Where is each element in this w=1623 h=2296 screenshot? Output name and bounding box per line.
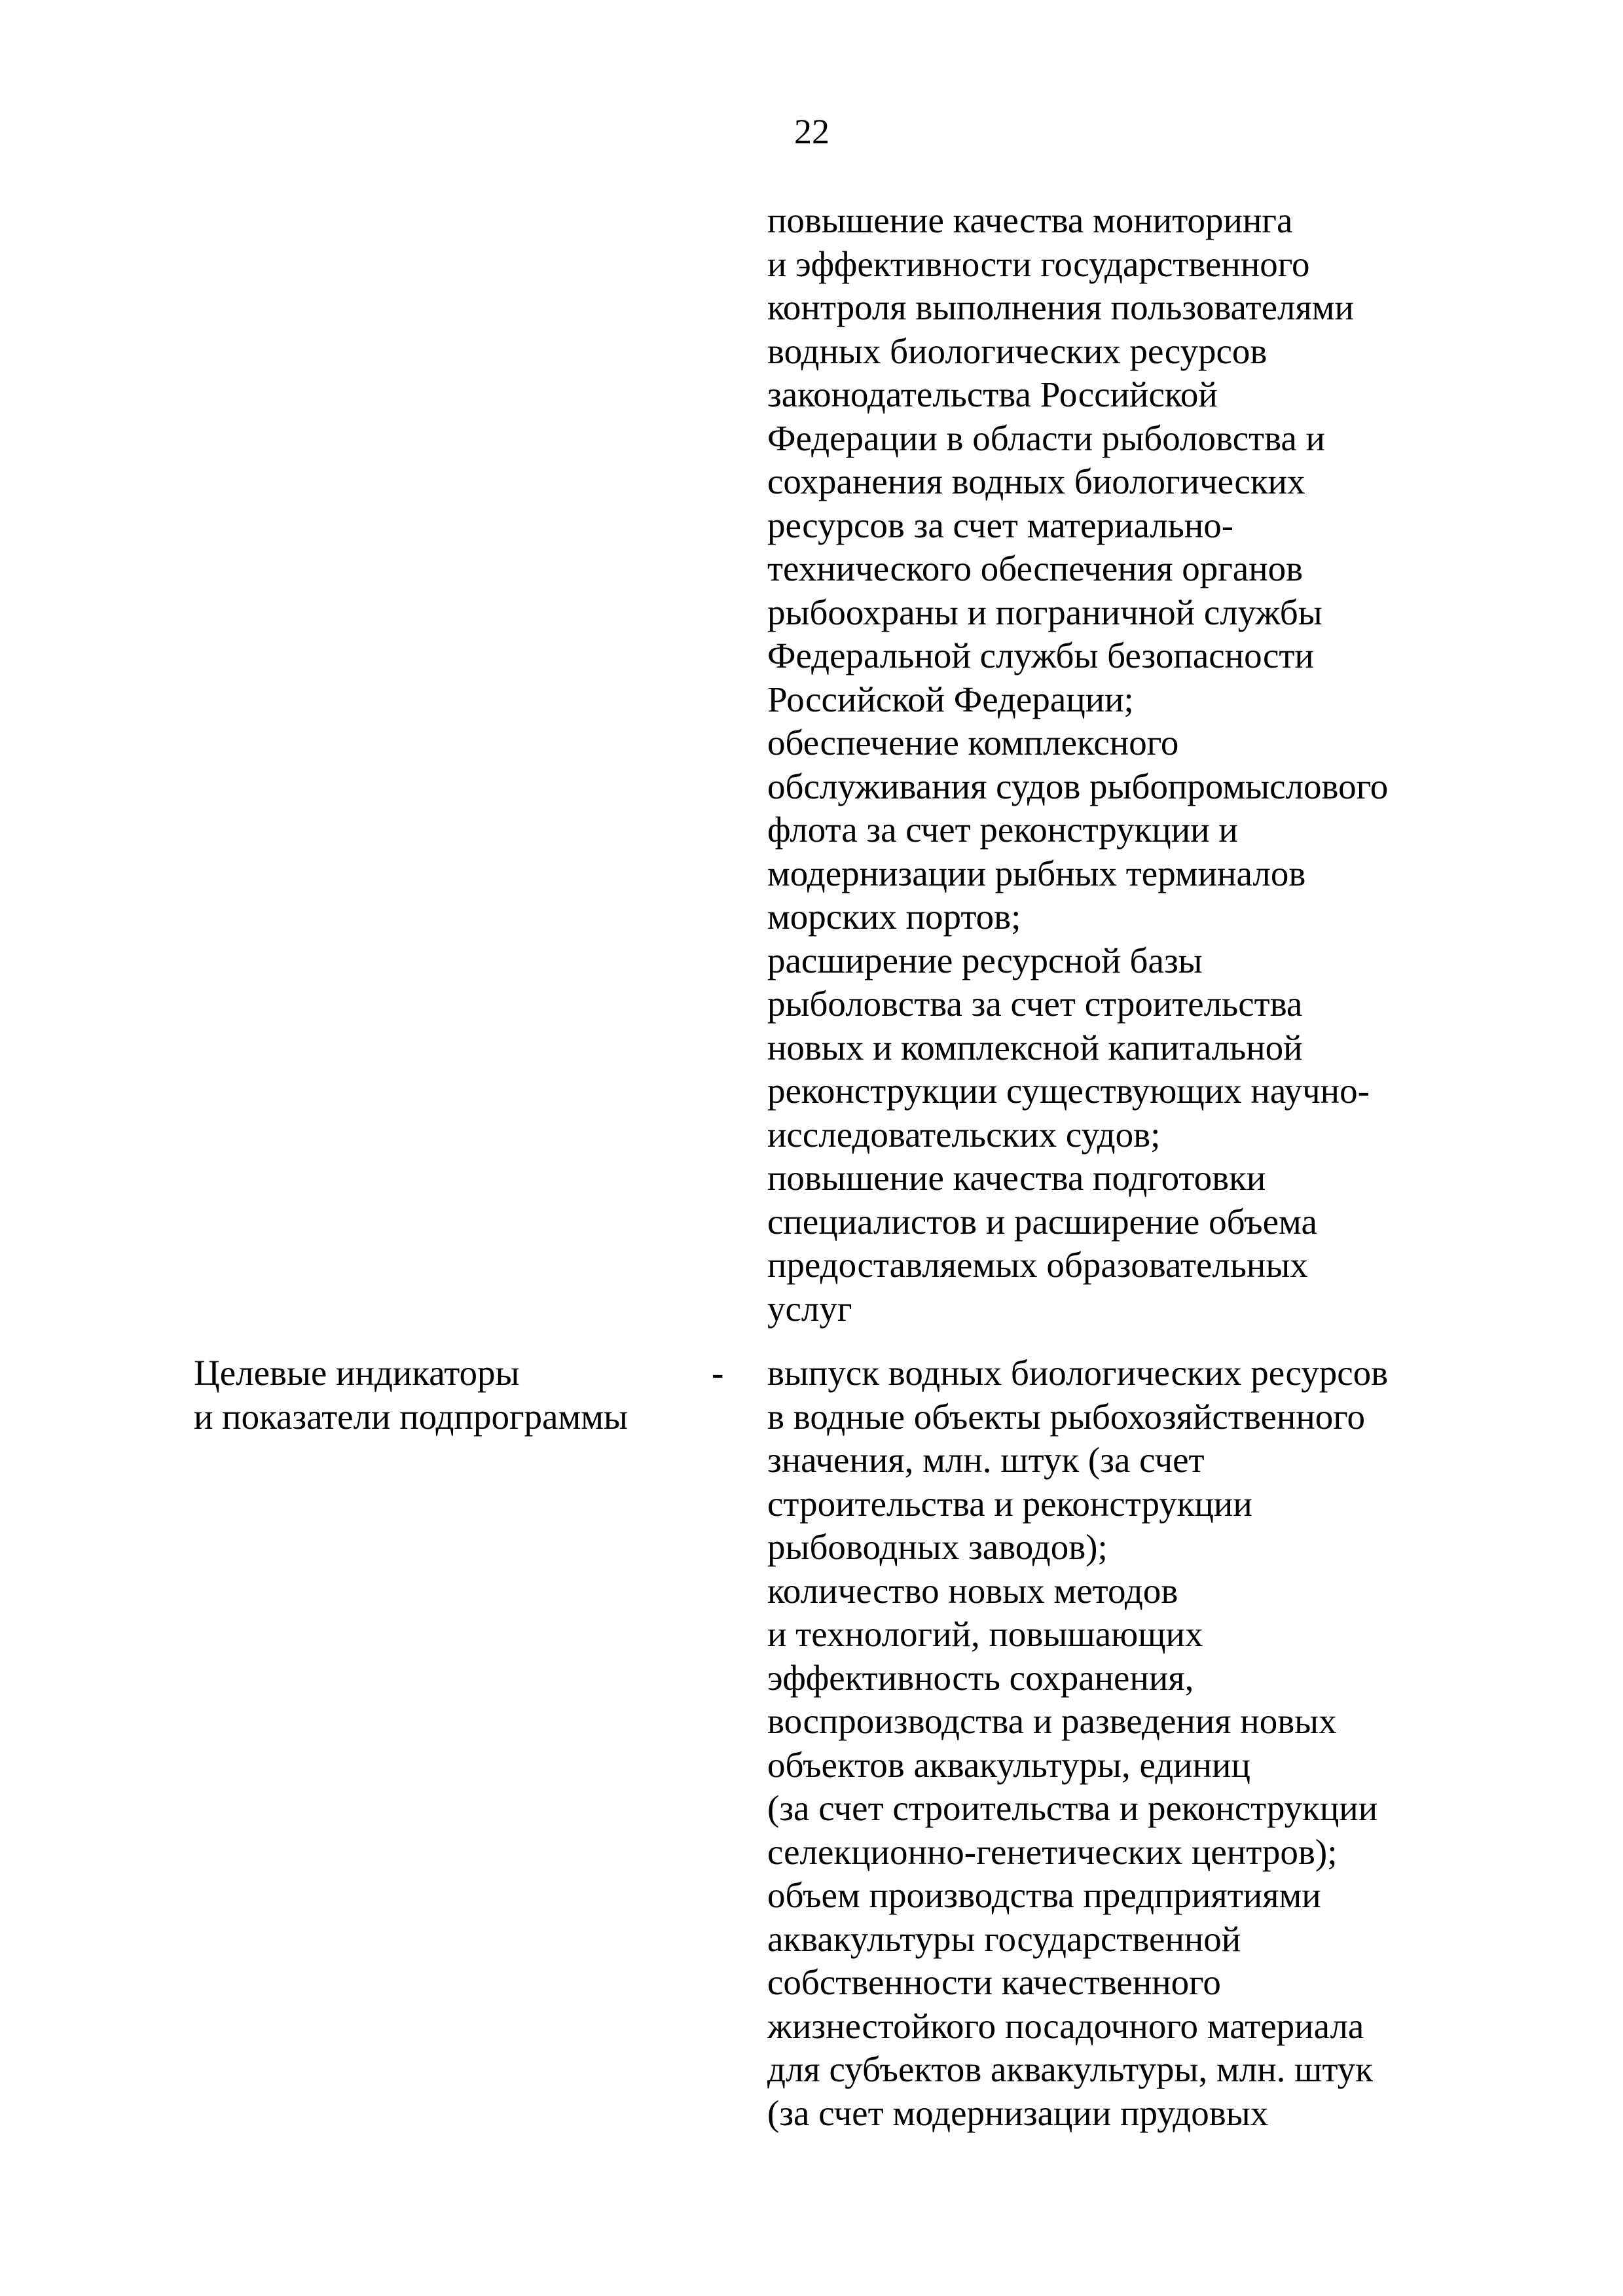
text-line: обеспечение комплексного <box>767 723 1179 762</box>
text-line: (за счет строительства и реконструкции <box>767 1788 1378 1828</box>
text-line: исследовательских судов; <box>767 1114 1161 1155</box>
text-line: для субъектов аквакультуры, млн. штук <box>767 2049 1374 2089</box>
indicators-value-text <box>767 1352 1388 2135</box>
text-line: значения, млн. штук (за счет <box>767 1440 1205 1480</box>
text-line: водных биологических ресурсов <box>767 331 1267 371</box>
text-line: контроля выполнения пользователями <box>767 287 1354 327</box>
text-line: эффективность сохранения, <box>767 1657 1194 1698</box>
text-line: сохранения водных биологических <box>767 461 1305 501</box>
text-line: и эффективности государственного <box>767 243 1310 284</box>
text-line: аквакультуры государственной <box>767 1918 1241 1959</box>
text-line: объем производства предприятиями <box>767 1875 1321 1915</box>
label-line: Целевые индикаторы <box>194 1353 520 1393</box>
text-line: рыбоохраны и пограничной службы <box>767 592 1322 632</box>
text-line: услуг <box>767 1288 852 1329</box>
text-line: ресурсов за счет материально- <box>767 505 1234 545</box>
text-line: повышение качества подготовки <box>767 1158 1266 1198</box>
text-line: воспроизводства и разведения новых <box>767 1701 1337 1741</box>
text-line: расширение ресурсной базы <box>767 940 1203 980</box>
text-line: реконструкции существующих научно- <box>767 1071 1370 1111</box>
text-line: технического обеспечения органов <box>767 548 1304 588</box>
text-line: рыбоводных заводов); <box>767 1527 1108 1567</box>
text-line: собственности качественного <box>767 1962 1221 2002</box>
label-line: и показатели подпрограммы <box>194 1396 629 1437</box>
text-line: рыболовства за счет строительства <box>767 984 1303 1024</box>
text-line: предоставляемых образовательных <box>767 1245 1308 1285</box>
text-line: специалистов и расширение объема <box>767 1201 1317 1242</box>
text-line: обслуживания судов рыбопромыслового <box>767 766 1389 806</box>
text-line: Российской Федерации; <box>767 679 1134 719</box>
text-line: Федерации в области рыболовства и <box>767 418 1325 458</box>
text-line: новых и комплексной капитальной <box>767 1027 1303 1067</box>
tasks-continued-text <box>767 199 1388 1331</box>
page-number: 22 <box>794 112 830 151</box>
indicators-label <box>194 1352 628 1439</box>
text-line: объектов аквакультуры, единиц <box>767 1744 1250 1785</box>
text-line: Федеральной службы безопасности <box>767 636 1314 675</box>
text-line: (за счет модернизации прудовых <box>767 2092 1269 2133</box>
text-line: модернизации рыбных терминалов <box>767 853 1306 893</box>
text-line: количество новых методов <box>767 1570 1178 1611</box>
text-line: в водные объекты рыбохозяйственного <box>767 1396 1365 1437</box>
text-line: селекционно-генетических центров); <box>767 1831 1338 1872</box>
text-line: и технологий, повышающих <box>767 1614 1203 1654</box>
text-line: выпуск водных биологических ресурсов <box>767 1353 1389 1393</box>
text-line: законодательства Российской <box>767 374 1218 414</box>
text-line: жизнестойкого посадочного материала <box>767 2005 1364 2046</box>
label-separator-dash: - <box>712 1353 724 1393</box>
text-line: флота за счет реконструкции и <box>767 810 1238 850</box>
text-line: повышение качества мониторинга <box>767 200 1293 240</box>
text-line: строительства и реконструкции <box>767 1483 1252 1524</box>
text-line: морских портов; <box>767 897 1021 937</box>
